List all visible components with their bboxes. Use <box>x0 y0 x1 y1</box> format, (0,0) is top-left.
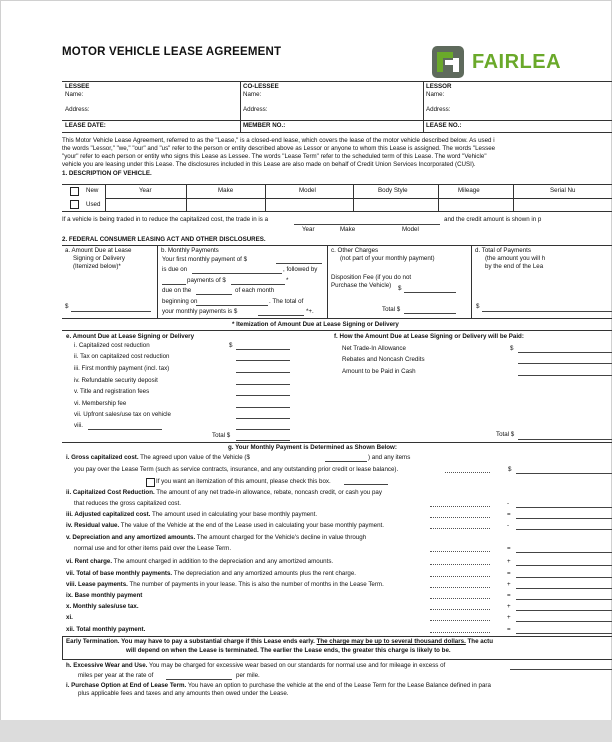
new-label: New <box>86 187 99 194</box>
e-item-5: v. Title and registration fees <box>74 388 150 395</box>
vehicle-value-field[interactable] <box>325 461 367 462</box>
purchase-option-line-2: plus applicable fees and taxes and any amounts then owed under the Lease. <box>78 690 289 697</box>
e-amount-5[interactable] <box>236 395 290 396</box>
itemization-dots <box>344 484 388 485</box>
f-item-2: Rebates and Noncash Credits <box>342 356 425 363</box>
intro-line-4: vehicle you are leasing under this Lease. The disclosures included in this Lease are also made on behalf of Credit Union Services Incorporated (CUSI). <box>62 161 476 168</box>
early-termination-line-1 <box>66 638 493 646</box>
co-lessee-name-label: Name: <box>243 91 262 98</box>
payment-row-operator: $ <box>508 466 512 473</box>
payment-row-operator: = <box>507 570 511 577</box>
box-b-line-4: , followed by <box>283 266 318 273</box>
e-amount-8[interactable] <box>236 429 290 430</box>
e-item-7: vii. Upfront sales/use tax on vehicle <box>74 411 171 418</box>
e-item-3: iii. First monthly payment (incl. tax) <box>74 365 170 372</box>
payment-row-text: The number of payments in your lease. This is also the number of months in the Lease Term. <box>127 581 384 588</box>
e-total: Total $ <box>212 432 231 439</box>
e-item-6: vi. Membership fee <box>74 400 127 407</box>
box-b-line-7: of each month <box>235 287 275 294</box>
col-serial: Serial Nu <box>550 187 576 194</box>
box-b-line-3: is due on <box>162 266 188 273</box>
payment-amount-field-10[interactable] <box>516 565 612 566</box>
box-b-line-5: payments of $ <box>187 277 226 284</box>
payment-row-text: The agreed upon value of the Vehicle ($ <box>138 454 250 461</box>
e-amount-1[interactable] <box>236 349 290 350</box>
box-c-total: Total $ <box>382 306 401 313</box>
page-bottom-shade <box>0 720 612 742</box>
col-make: Make <box>218 187 234 194</box>
e-amount-7[interactable] <box>236 418 290 419</box>
box-b-line-6: due on the <box>162 287 192 294</box>
payment-row-6 <box>66 511 317 519</box>
payment-amount-field-9[interactable] <box>516 552 612 553</box>
num-payments-field[interactable] <box>162 284 186 285</box>
box-c-line-2: (not part of your monthly payment) <box>340 255 435 262</box>
payment-row-label: x. Monthly sales/use tax. <box>66 603 139 610</box>
payment-row-12 <box>66 581 384 589</box>
member-no-label: MEMBER NO.: <box>243 122 286 129</box>
disposition-fee-field[interactable] <box>404 292 456 293</box>
payment-row-text: The amount of any net trade-in allowance, rebate, noncash credit, or cash you pay <box>154 489 382 496</box>
section-2-heading: 2. FEDERAL CONSUMER LEASING ACT AND OTHER DISCLOSURES. <box>62 236 266 243</box>
leader-dots <box>430 551 490 552</box>
leader-dots <box>430 506 490 507</box>
payment-amount-field-13[interactable] <box>516 599 612 600</box>
payment-row-text: The amount charged in addition to the depreciation and any amortized amounts. <box>112 558 334 565</box>
box-b-asterisk: * <box>286 277 289 284</box>
day-of-month-field[interactable] <box>196 294 232 295</box>
document-title: MOTOR VEHICLE LEASE AGREEMENT <box>62 46 282 58</box>
payment-amount-field-14[interactable] <box>516 610 612 611</box>
e-amount-4[interactable] <box>236 384 290 385</box>
box-c-line-1: c. Other Charges <box>331 247 379 254</box>
payment-amount-field-5[interactable] <box>516 507 612 508</box>
payment-row-label: viii. Lease payments. <box>66 581 128 588</box>
total-payments-field[interactable] <box>482 311 612 312</box>
payment-amount-field-15[interactable] <box>516 621 612 622</box>
purchase-option-text: You have an option to purchase the vehicle at the end of the Lease Term for the Lease Balance defined in para <box>186 682 491 689</box>
col-year: Year <box>139 187 152 194</box>
tradein-sub-model: Model <box>402 226 419 233</box>
f-item-1: Net Trade-In Allowance <box>342 345 406 352</box>
payment-row-operator: = <box>507 592 511 599</box>
co-lessee-address-label: Address: <box>243 106 268 113</box>
excess-wear-text: You may be charged for excessive wear based on our standards for normal use and for mileage in excess of <box>147 662 446 669</box>
box-d-line-3: by the end of the Lea <box>485 263 544 270</box>
e-total-field[interactable] <box>236 440 290 441</box>
f-amount-3[interactable] <box>518 375 612 376</box>
box-c-line-4: Purchase the Vehicle) <box>331 282 392 289</box>
leader-dots <box>430 587 490 588</box>
payment-row-text: If you want an itemization of this amount, please check this box. <box>156 478 331 485</box>
col-model: Model <box>299 187 316 194</box>
payment-amount-field-12[interactable] <box>516 588 612 589</box>
payment-row-16 <box>66 626 145 634</box>
box-c-dollar: $ <box>398 285 402 292</box>
first-payment-field[interactable] <box>276 263 322 264</box>
leader-dots <box>430 632 490 633</box>
payment-row-operator: = <box>507 511 511 518</box>
f-amount-1[interactable] <box>518 352 612 353</box>
payment-row-label: xi. <box>66 614 73 621</box>
lessee-address-label: Address: <box>65 106 90 113</box>
payment-row-label: ix. Base monthly payment <box>66 592 143 599</box>
box-b-line-9: . The total of <box>269 298 304 305</box>
early-termination-text: You may have to pay a substantial charge if this Lease ends early. <box>119 638 317 645</box>
g-heading: g. Your Monthly Payment is Determined as Shown Below: <box>228 444 397 451</box>
payment-row-text: that reduces the gross capitalized cost. <box>74 500 181 507</box>
payment-row-1-tail: ) and any items <box>368 454 411 461</box>
lessor-label: LESSOR <box>426 83 452 90</box>
early-termination-emphasis: The charge may be up to several thousand dollars. <box>316 638 466 645</box>
intro-line-1: This Motor Vehicle Lease Agreement, referred to as the "Lease," is a closed-end lease, which covers the lease of the motor vehicle described below. As used i <box>62 137 495 144</box>
payment-row-3 <box>156 478 331 486</box>
box-a-line-3: (Itemized below)* <box>73 263 121 270</box>
e-item-8: viii. <box>74 422 83 429</box>
payment-amount-field-6[interactable] <box>516 518 612 519</box>
leader-dots <box>430 609 490 610</box>
payment-row-10 <box>66 558 333 566</box>
leader-dots <box>430 517 490 518</box>
lease-no-label: LEASE NO.: <box>426 122 462 129</box>
early-termination-tail: The actu <box>465 638 493 645</box>
payment-amount-field-11[interactable] <box>516 577 612 578</box>
box-a-line-2: Signing or Delivery <box>73 255 125 262</box>
itemization-checkbox[interactable] <box>146 478 155 487</box>
f-total-field[interactable] <box>518 439 612 440</box>
payment-row-9 <box>74 545 231 553</box>
brand-mark-icon <box>432 46 464 78</box>
e-heading: e. Amount Due at Lease Signing or Delivery <box>66 333 195 340</box>
payment-row-operator: - <box>507 500 510 507</box>
payment-row-label: ii. Capitalized Cost Reduction. <box>66 489 155 496</box>
other-charges-total-field[interactable] <box>404 313 456 314</box>
e-dollar: $ <box>229 342 233 349</box>
e-amount-3[interactable] <box>236 372 290 373</box>
leader-dots <box>430 528 490 529</box>
payment-row-text: The depreciation and any amortized amounts plus the rent charge. <box>172 570 357 577</box>
payment-row-operator: = <box>507 545 511 552</box>
early-termination-title: Early Termination. <box>66 638 120 645</box>
payment-row-text: The amount charged for the Vehicle's decline in value through <box>195 534 367 541</box>
payment-row-label: iv. Residual value. <box>66 522 120 529</box>
section-1-heading: 1. DESCRIPTION OF VEHICLE. <box>62 170 152 177</box>
payment-amount-field-7[interactable] <box>516 529 612 530</box>
excess-wear-rate-label: miles per year at the rate of <box>78 672 154 679</box>
box-b-line-1: b. Monthly Payments <box>161 247 219 254</box>
box-d-line-2: (the amount you will h <box>485 255 546 262</box>
lessee-label: LESSEE <box>65 83 90 90</box>
total-monthly-field[interactable] <box>258 315 304 316</box>
due-on-field[interactable] <box>192 273 282 274</box>
excess-wear-line-1 <box>66 662 445 670</box>
box-b-line-10: your monthly payments is $ <box>162 308 238 315</box>
payment-row-label: vi. Rent charge. <box>66 558 113 565</box>
payment-row-14 <box>66 603 139 611</box>
tradein-field[interactable] <box>294 224 440 225</box>
tradein-sub-year: Year <box>302 226 315 233</box>
intro-line-3: "your" refer to each person or entity who signs this Lease as Lessee. The words "Lease Term" refer to the scheduled term of this Lease. The word "Vehicle" <box>62 153 487 160</box>
payment-row-text: The amount used in calculating your base monthly payment. <box>150 511 318 518</box>
intro-line-2: the words "Lessor," "we," "our" and "us" refer to the person or entity described above as Lessor or anyone to whom this Lease is assigned. The words "Lessee <box>62 145 496 152</box>
payment-amount-field-2[interactable] <box>516 473 612 474</box>
payment-row-2 <box>74 466 398 474</box>
payment-row-label: iii. Adjusted capitalized cost. <box>66 511 151 518</box>
leader-dots <box>430 576 490 577</box>
box-c-line-3: Disposition Fee (if you do not <box>331 274 412 281</box>
box-d-line-1: d. Total of Payments <box>475 247 531 254</box>
brand-name: FAIRLEA <box>472 51 562 73</box>
payment-row-15 <box>66 614 73 622</box>
payment-row-label: vii. Total of base monthly payments. <box>66 570 173 577</box>
payment-row-operator: - <box>507 522 510 529</box>
co-lessee-label: CO-LESSEE <box>243 83 279 90</box>
excess-wear-label: h. Excessive Wear and Use. <box>66 662 148 669</box>
e-item-1: i. Capitalized cost reduction <box>74 342 150 349</box>
excess-miles-field[interactable] <box>510 669 612 670</box>
tradein-text: If a vehicle is being traded in to reduce the capitalized cost, the trade in is a <box>62 216 269 223</box>
payment-row-1 <box>66 454 250 462</box>
payment-row-label: i. Gross capitalized cost. <box>66 454 139 461</box>
box-d-dollar: $ <box>476 303 480 310</box>
used-checkbox[interactable] <box>70 200 79 209</box>
box-b-line-2: Your first monthly payment of $ <box>162 256 248 263</box>
f-heading: f. How the Amount Due at Lease Signing or Delivery will be Paid: <box>334 333 524 340</box>
leader-dots <box>430 620 490 621</box>
lessor-address-label: Address: <box>426 106 451 113</box>
box-b-end: *+. <box>306 308 314 315</box>
purchase-option-line-1 <box>66 682 491 690</box>
payment-row-operator: + <box>507 614 511 621</box>
beginning-on-field[interactable] <box>196 305 268 306</box>
e-amount-2[interactable] <box>236 360 290 361</box>
box-a-dollar: $ <box>65 303 69 310</box>
col-body-style: Body Style <box>378 187 408 194</box>
e-item-8-desc-field[interactable] <box>88 429 162 430</box>
payment-row-operator: + <box>507 581 511 588</box>
box-b-line-8: beginning on <box>162 298 198 305</box>
payment-row-operator: + <box>507 558 511 565</box>
payment-row-13 <box>66 592 142 600</box>
e-amount-6[interactable] <box>236 407 290 408</box>
f-item-3: Amount to be Paid in Cash <box>342 368 416 375</box>
leader-dots <box>445 472 490 473</box>
f-total: Total $ <box>496 431 515 438</box>
payment-row-5 <box>74 500 181 508</box>
payment-amount-field[interactable] <box>231 284 285 285</box>
early-termination-line-2: will depend on when the Lease is terminated. The earlier the Lease ends, the greater this charge is likely to be. <box>126 647 451 654</box>
col-mileage: Mileage <box>458 187 480 194</box>
purchase-option-label: i. Purchase Option at End of Lease Term. <box>66 682 187 689</box>
payment-row-text: normal use and for other items paid over the Lease Term. <box>74 545 232 552</box>
payment-row-11 <box>66 570 356 578</box>
lease-date-label: LEASE DATE: <box>65 122 106 129</box>
tradein-text-end: and the credit amount is shown in p <box>444 216 542 223</box>
payment-row-text: The value of the Vehicle at the end of the Lease used in calculating your base monthly payment. <box>119 522 384 529</box>
payment-row-4 <box>66 489 382 497</box>
lessee-name-label: Name: <box>65 91 84 98</box>
itemization-heading: * Itemization of Amount Due at Lease Signing or Delivery <box>232 321 399 328</box>
payment-row-text: you pay over the Lease Term (such as service contracts, insurance, and any outstanding prior credit or lease balance). <box>74 466 399 473</box>
f-dollar: $ <box>510 345 514 352</box>
payment-row-label: xii. Total monthly payment. <box>66 626 146 633</box>
leader-dots <box>430 564 490 565</box>
leader-dots <box>430 598 490 599</box>
e-item-2: ii. Tax on capitalized cost reduction <box>74 353 170 360</box>
f-amount-2[interactable] <box>518 363 612 364</box>
used-label: Used <box>86 201 101 208</box>
payment-row-operator: + <box>507 603 511 610</box>
lessor-name-label: Name: <box>426 91 445 98</box>
excess-wear-per-mile: per mile. <box>236 672 260 679</box>
payment-amount-field-16[interactable] <box>516 633 612 634</box>
mileage-rate-field[interactable] <box>166 679 232 680</box>
new-checkbox[interactable] <box>70 187 79 196</box>
payment-row-operator: = <box>507 626 511 633</box>
payment-row-8 <box>66 534 366 542</box>
tradein-sub-make: Make <box>340 226 356 233</box>
box-a-line-1: a. Amount Due at Lease <box>65 247 132 254</box>
payment-row-7 <box>66 522 384 530</box>
amount-due-field[interactable] <box>71 311 151 312</box>
e-item-4: iv. Refundable security deposit <box>74 377 158 384</box>
payment-row-label: v. Depreciation and any amortized amounts. <box>66 534 196 541</box>
